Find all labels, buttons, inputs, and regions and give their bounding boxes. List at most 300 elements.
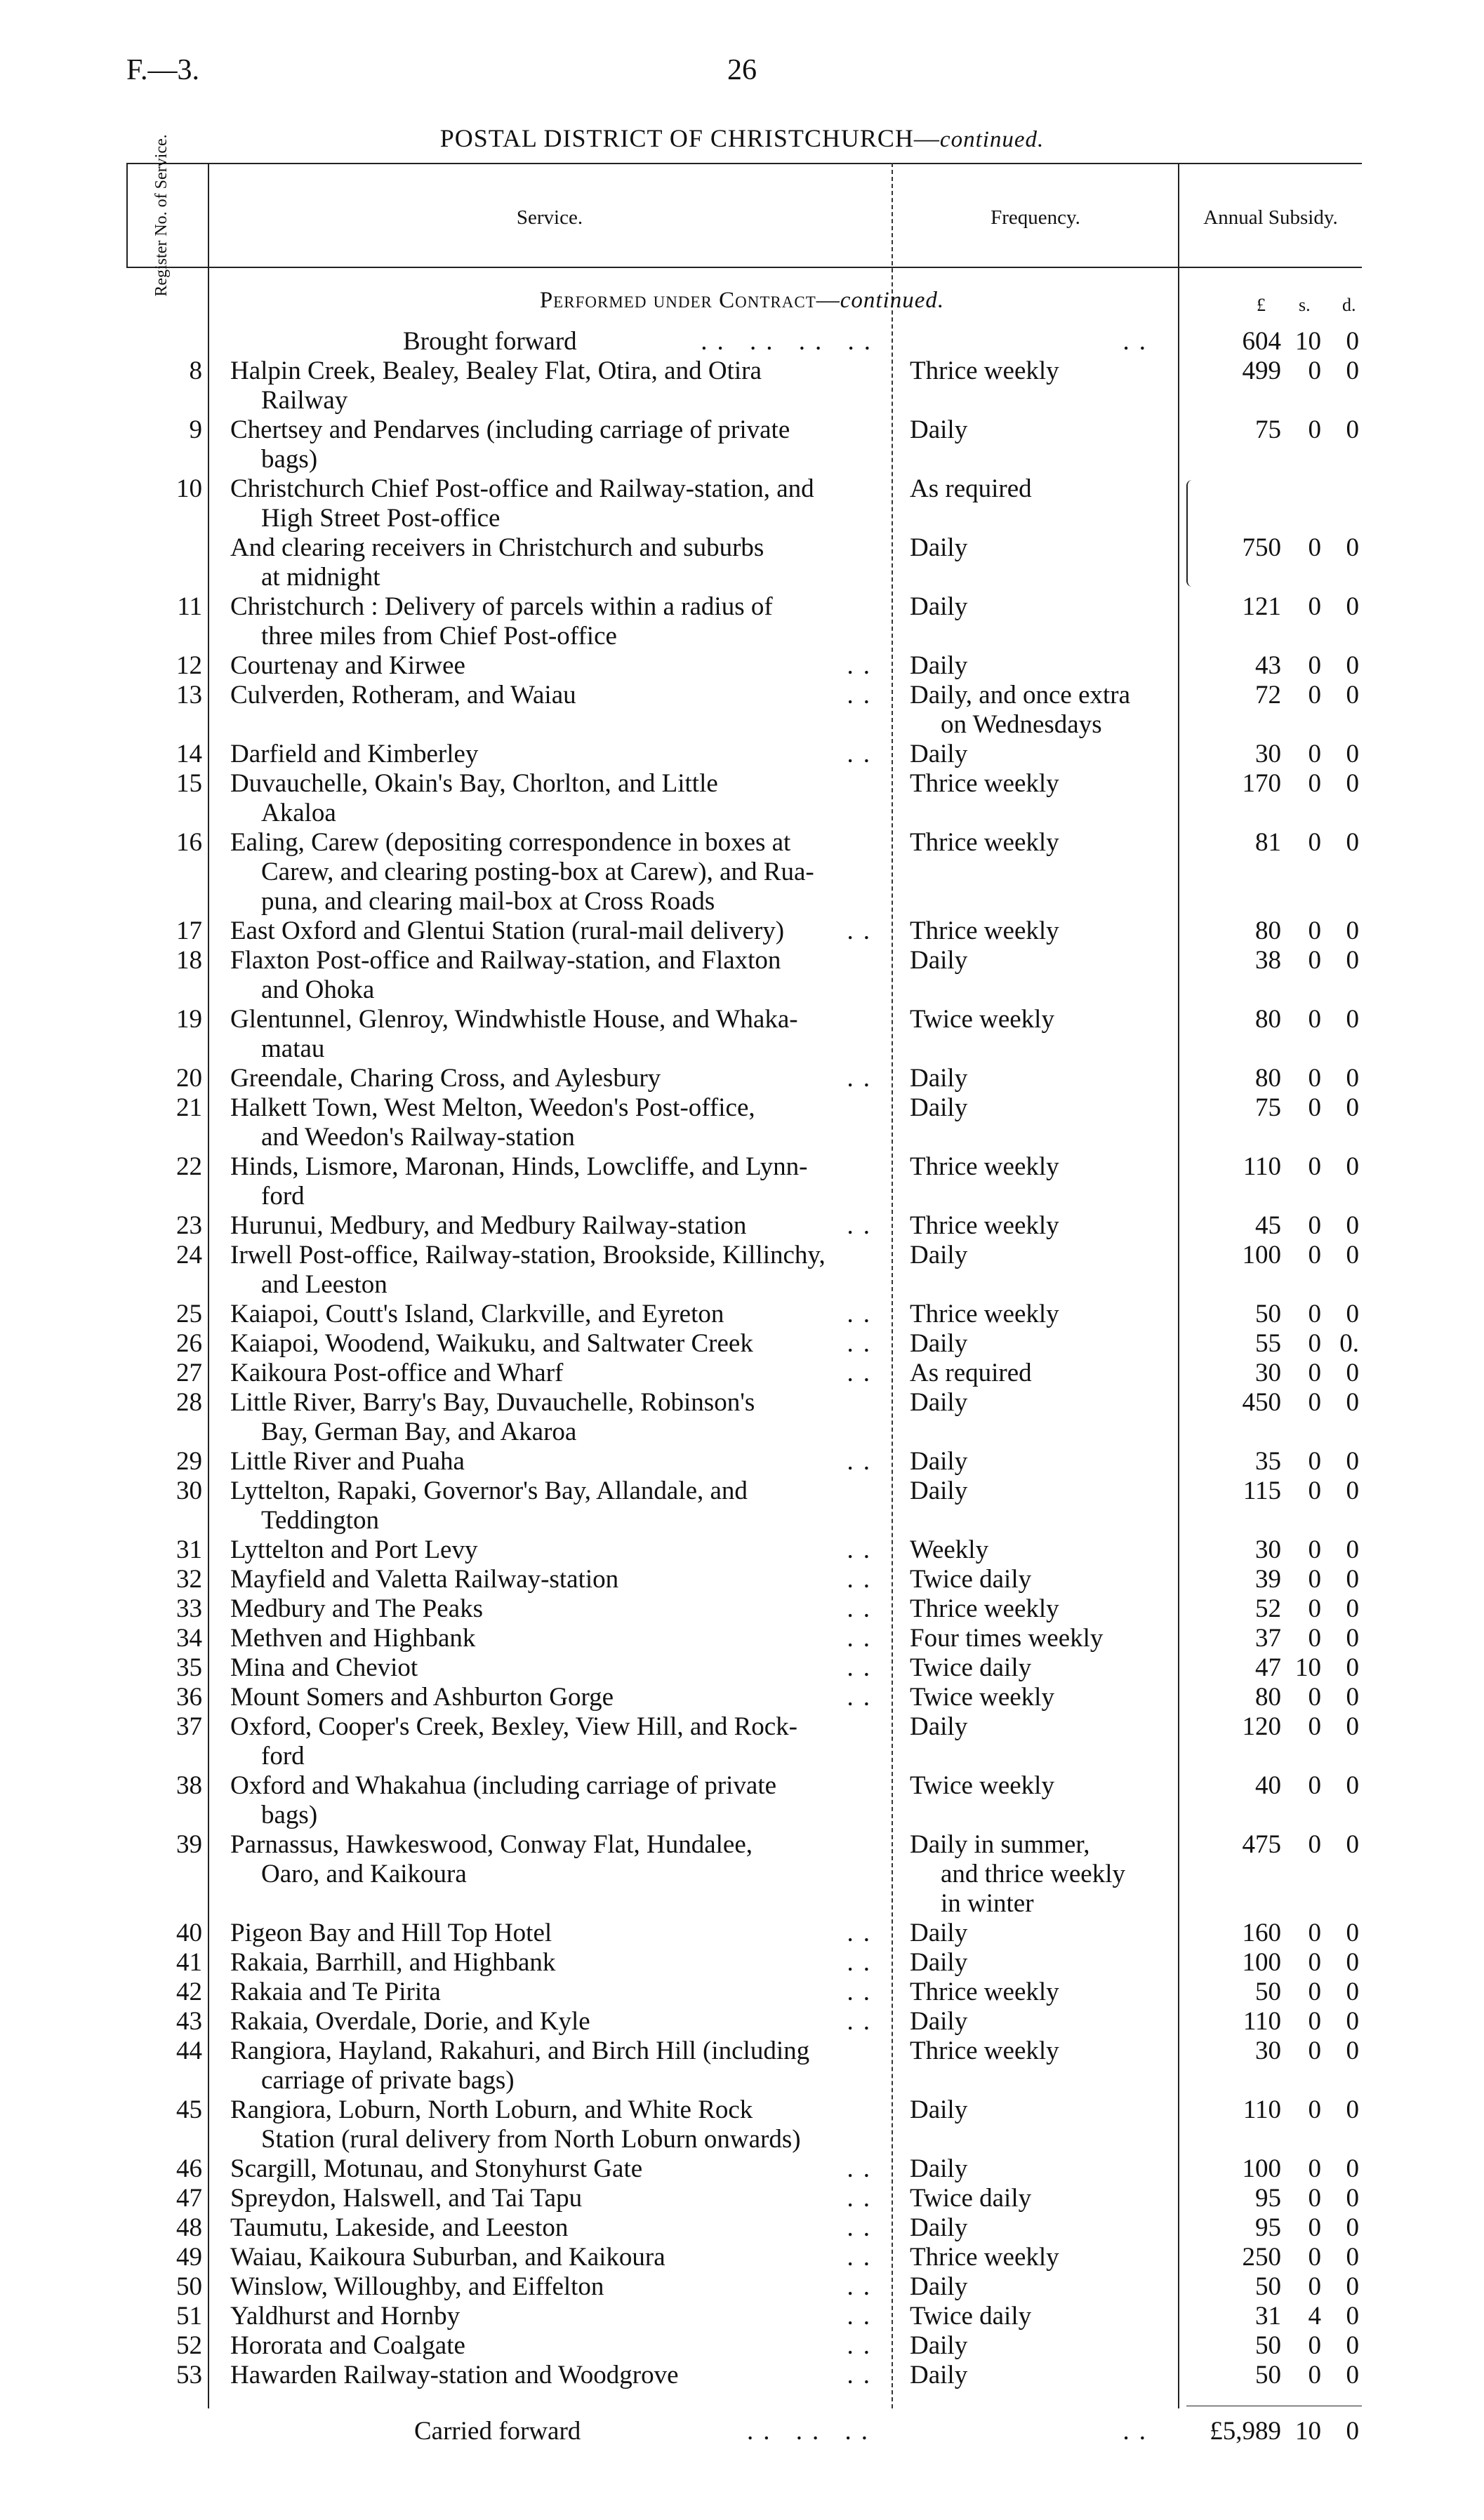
register-number: 48	[176, 2213, 202, 2242]
subsidy-shillings: 0	[1308, 2095, 1321, 2124]
subsidy-pounds: 50	[1255, 1978, 1281, 2006]
service-description-continued: bags)	[261, 1801, 318, 1829]
subsidy-shillings: 0	[1308, 2036, 1321, 2065]
table-row: 41 Rakaia, Barrhill, and Highbank .. Daily 100 0 0	[0, 1948, 1484, 1978]
service-description: Oxford, Cooper's Creek, Bexley, View Hill, and Rock-	[230, 1712, 798, 1741]
subsidy-pounds: 35	[1255, 1447, 1281, 1476]
table-header-rule	[126, 267, 1362, 268]
service-description: Oxford and Whakahua (including carriage of private	[230, 1771, 777, 1800]
register-number: 53	[176, 2361, 202, 2389]
register-number: 31	[176, 1535, 202, 1564]
subsidy-shillings: 0	[1308, 1919, 1321, 1947]
subsidy-pounds: 39	[1255, 1565, 1281, 1594]
subsidy-pence: 0	[1346, 1152, 1359, 1181]
frequency: Thrice weekly	[910, 1300, 1059, 1328]
subsidy-shillings: 0	[1308, 681, 1321, 709]
register-number: 52	[176, 2331, 202, 2360]
service-description: Kaiapoi, Woodend, Waikuku, and Saltwater Creek	[230, 1329, 753, 1358]
table-row: 47 Spreydon, Halswell, and Tai Tapu .. Twice daily 95 0 0	[0, 2184, 1484, 2213]
service-description: Rakaia and Te Pirita	[230, 1978, 441, 2006]
service-description-continued: Akaloa	[261, 799, 336, 827]
subsidy-pounds: 81	[1255, 828, 1281, 857]
table-row: 27 Kaikoura Post-office and Wharf .. As required 30 0 0	[0, 1359, 1484, 1388]
table-row: 32 Mayfield and Valetta Railway-station .. Twice daily 39 0 0	[0, 1565, 1484, 1594]
register-number: 13	[176, 681, 202, 709]
table-row	[0, 2095, 1484, 2154]
service-description: Culverden, Rotheram, and Waiau	[230, 681, 576, 709]
frequency: Daily	[910, 2272, 968, 2301]
register-number: 12	[176, 651, 202, 680]
table-row: 17 East Oxford and Glentui Station (rural-mail delivery) .. Thrice weekly 80 0 0	[0, 916, 1484, 946]
service-description: Mayfield and Valetta Railway-station	[230, 1565, 619, 1594]
service-description: Halpin Creek, Bealey, Bealey Flat, Otira, and Otira	[230, 356, 762, 385]
frequency: Thrice weekly	[910, 356, 1059, 385]
service-description: And clearing receivers in Christchurch and suburbs	[230, 533, 764, 562]
subsidy-shillings: 0	[1308, 2243, 1321, 2272]
carried-forward-pounds: £5,989	[1210, 2417, 1281, 2446]
table-row: 34 Methven and Highbank .. Four times weekly 37 0 0	[0, 1624, 1484, 1653]
service-description: Rangiora, Hayland, Rakahuri, and Birch Hill (including	[230, 2036, 810, 2065]
frequency: Twice daily	[910, 1653, 1032, 1682]
register-number: 15	[176, 769, 202, 798]
brought-forward-pence: 0	[1346, 327, 1359, 356]
subsidy-shillings: 0	[1308, 1830, 1321, 1859]
service-description-continued: Teddington	[261, 1506, 379, 1535]
table-row: 36 Mount Somers and Ashburton Gorge .. Twice weekly 80 0 0	[0, 1683, 1484, 1712]
subsidy-pounds: 40	[1255, 1771, 1281, 1800]
service-description: Ealing, Carew (depositing correspondence in boxes at	[230, 828, 791, 857]
subsidy-shillings: 0	[1308, 1978, 1321, 2006]
service-description-continued: at midnight	[261, 563, 380, 592]
subsidy-shillings: 0	[1308, 2007, 1321, 2036]
subsidy-pence: 0	[1346, 740, 1359, 768]
subsidy-pence: 0	[1346, 1948, 1359, 1977]
service-description: Halkett Town, West Melton, Weedon's Post-office,	[230, 1093, 755, 1122]
subsidy-pence: 0	[1346, 1359, 1359, 1387]
subsidy-pounds: 80	[1255, 1064, 1281, 1093]
table-row: 26 Kaiapoi, Woodend, Waikuku, and Saltwater Creek .. Daily 55 0 0.	[0, 1329, 1484, 1359]
table-row: 49 Waiau, Kaikoura Suburban, and Kaikoura .. Thrice weekly 250 0 0	[0, 2243, 1484, 2272]
frequency-continued: in winter	[941, 1889, 1034, 1918]
register-number: 46	[176, 2154, 202, 2183]
subsidy-pence: 0	[1346, 1211, 1359, 1240]
frequency: Thrice weekly	[910, 2243, 1059, 2272]
subsidy-pounds: 80	[1255, 1683, 1281, 1712]
subsidy-shillings: 0	[1308, 1329, 1321, 1358]
subsidy-shillings: 0	[1308, 592, 1321, 621]
subsidy-shillings: 0	[1308, 1712, 1321, 1741]
register-number: 49	[176, 2243, 202, 2272]
subsidy-pence: 0	[1346, 1653, 1359, 1682]
frequency-continued: on Wednesdays	[941, 710, 1102, 739]
subsidy-pounds: 160	[1242, 1919, 1281, 1947]
frequency: Thrice weekly	[910, 769, 1059, 798]
frequency: Twice weekly	[910, 1771, 1054, 1800]
table-row: 29 Little River and Puaha .. Daily 35 0 0	[0, 1447, 1484, 1476]
table-row: 51 Yaldhurst and Hornby .. Twice daily 31 4 0	[0, 2302, 1484, 2331]
frequency-column-header: Frequency.	[991, 206, 1080, 229]
subsidy-shillings: 0	[1308, 1447, 1321, 1476]
subsidy-shillings: 0	[1308, 1535, 1321, 1564]
register-number: 47	[176, 2184, 202, 2213]
register-number: 28	[176, 1388, 202, 1417]
page-title: POSTAL DISTRICT OF CHRISTCHURCH—continued.	[439, 124, 1045, 152]
frequency: Thrice weekly	[910, 2036, 1059, 2065]
subsidy-pounds: 475	[1242, 1830, 1281, 1859]
subsidy-pounds: 100	[1242, 2154, 1281, 2183]
subsidy-pence: 0	[1346, 828, 1359, 857]
table-row: 50 Winslow, Willoughby, and Eiffelton .. Daily 50 0 0	[0, 2272, 1484, 2302]
subsidy-shillings: 0	[1308, 1594, 1321, 1623]
frequency: Twice daily	[910, 2302, 1032, 2331]
service-description: Flaxton Post-office and Railway-station, and Flaxton	[230, 946, 781, 975]
subsidy-pence: 0	[1346, 1447, 1359, 1476]
subsidy-pence: 0	[1346, 1624, 1359, 1653]
subsidy-shillings: 10	[1295, 1653, 1321, 1682]
frequency: Daily	[910, 1919, 968, 1947]
subsidy-pounds: 75	[1255, 415, 1281, 444]
subsidy-pounds: 80	[1255, 1005, 1281, 1034]
service-description-continued: Station (rural delivery from North Loburn onwards)	[261, 2125, 801, 2154]
register-number: 50	[176, 2272, 202, 2301]
subsidy-pounds: 95	[1255, 2213, 1281, 2242]
carried-forward-shillings: 10	[1295, 2417, 1321, 2446]
service-description: Hinds, Lismore, Maronan, Hinds, Lowcliffe, and Lynn-	[230, 1152, 808, 1181]
subsidy-pounds: 31	[1255, 2302, 1281, 2331]
register-number: 20	[176, 1064, 202, 1093]
register-number: 33	[176, 1594, 202, 1623]
frequency: Daily	[910, 1476, 968, 1505]
subsidy-pounds: 450	[1242, 1388, 1281, 1417]
table-row	[0, 1093, 1484, 1152]
subsidy-shillings: 0	[1308, 1064, 1321, 1093]
service-description: Hawarden Railway-station and Woodgrove	[230, 2361, 679, 2389]
frequency: Daily	[910, 946, 968, 975]
subsidy-pounds: 499	[1242, 356, 1281, 385]
service-description-continued: Oaro, and Kaikoura	[261, 1860, 467, 1888]
subsidy-pence: 0	[1346, 2272, 1359, 2301]
service-description: Spreydon, Halswell, and Tai Tapu	[230, 2184, 583, 2213]
frequency: Daily	[910, 2007, 968, 2036]
subsidy-pounds: 38	[1255, 946, 1281, 975]
brought-forward-pounds: 604	[1242, 327, 1281, 356]
subsidy-pence: 0	[1346, 415, 1359, 444]
table-row: 31 Lyttelton and Port Levy .. Weekly 30 0 0	[0, 1535, 1484, 1565]
subsidy-pence: 0	[1346, 916, 1359, 945]
register-number: 41	[176, 1948, 202, 1977]
subsidy-pence: 0	[1346, 1978, 1359, 2006]
table-row: 13 Culverden, Rotheram, and Waiau .. Daily, and once extra on Wednesdays 72 0 0	[0, 681, 1484, 740]
service-description: Duvauchelle, Okain's Bay, Chorlton, and Little	[230, 769, 718, 798]
table-row: 52 Hororata and Coalgate .. Daily 50 0 0	[0, 2331, 1484, 2361]
register-number: 32	[176, 1565, 202, 1594]
frequency: Daily, and once extra	[910, 681, 1131, 709]
subsidy-shillings: 0	[1308, 1359, 1321, 1387]
page-number: 26	[727, 54, 757, 86]
subsidy-pounds: 80	[1255, 916, 1281, 945]
subsidy-pence: 0	[1346, 1388, 1359, 1417]
service-description: Christchurch Chief Post-office and Railway-station, and	[230, 474, 814, 503]
service-description: Little River and Puaha	[230, 1447, 465, 1476]
subsidy-shillings: 0	[1308, 1624, 1321, 1653]
frequency: As required	[910, 474, 1032, 503]
subsidy-pounds: 110	[1243, 2095, 1281, 2124]
subsidy-pounds: 45	[1255, 1211, 1281, 1240]
subsidy-pounds: 50	[1255, 2361, 1281, 2389]
frequency: As required	[910, 1359, 1032, 1387]
subsidy-pence: 0	[1346, 1830, 1359, 1859]
subsidy-shillings: 0	[1308, 1771, 1321, 1800]
subsidy-pence: 0	[1346, 1565, 1359, 1594]
register-column-header: Register No. of Service.	[152, 134, 171, 297]
subsidy-pence: 0	[1346, 1005, 1359, 1034]
subsidy-pence: 0	[1346, 2007, 1359, 2036]
service-description: Kaikoura Post-office and Wharf	[230, 1359, 564, 1387]
subsidy-shillings: 0	[1308, 2331, 1321, 2360]
table-row: 23 Hurunui, Medbury, and Medbury Railway-station .. Thrice weekly 45 0 0	[0, 1211, 1484, 1241]
service-description-continued: three miles from Chief Post-office	[261, 622, 617, 651]
subsidy-pence: 0	[1346, 533, 1359, 562]
service-description: Rangiora, Loburn, North Loburn, and White Rock	[230, 2095, 753, 2124]
frequency: Thrice weekly	[910, 828, 1059, 857]
frequency: Daily	[910, 2154, 968, 2183]
table-row: 12 Courtenay and Kirwee .. Daily 43 0 0	[0, 651, 1484, 681]
register-number: 51	[176, 2302, 202, 2331]
table-row: 40 Pigeon Bay and Hill Top Hotel .. Daily 160 0 0	[0, 1919, 1484, 1948]
subsidy-pence: 0	[1346, 2243, 1359, 2272]
subsidy-pounds: 120	[1242, 1712, 1281, 1741]
register-number: 37	[176, 1712, 202, 1741]
table-row	[0, 1476, 1484, 1535]
pounds-heading: £	[1257, 295, 1266, 315]
frequency: Daily	[910, 1447, 968, 1476]
subsidy-pounds: 43	[1255, 651, 1281, 680]
frequency: Daily	[910, 1093, 968, 1122]
subsidy-pence: 0	[1346, 356, 1359, 385]
subsidy-pence: 0	[1346, 2331, 1359, 2360]
table-row	[0, 1241, 1484, 1300]
register-number: 9	[189, 415, 202, 444]
service-description: Parnassus, Hawkeswood, Conway Flat, Hundalee,	[230, 1830, 753, 1859]
register-number: 29	[176, 1447, 202, 1476]
subsidy-shillings: 0	[1308, 2184, 1321, 2213]
frequency: Daily	[910, 533, 968, 562]
frequency: Twice weekly	[910, 1683, 1054, 1712]
section-heading: Performed under Contract—continued.	[539, 288, 945, 313]
subsidy-shillings: 0	[1308, 740, 1321, 768]
service-description: Chertsey and Pendarves (including carriage of private	[230, 415, 790, 444]
pence-heading: d.	[1342, 295, 1356, 315]
register-number: 36	[176, 1683, 202, 1712]
subsidy-shillings: 0	[1308, 1476, 1321, 1505]
register-number: 35	[176, 1653, 202, 1682]
service-description: Rakaia, Overdale, Dorie, and Kyle	[230, 2007, 590, 2036]
register-number: 40	[176, 1919, 202, 1947]
frequency: Thrice weekly	[910, 1152, 1059, 1181]
service-description-continued: ford	[261, 1742, 305, 1771]
table-row	[0, 1152, 1484, 1211]
table-row: 35 Mina and Cheviot .. Twice daily 47 10 0	[0, 1653, 1484, 1683]
subsidy-shillings: 0	[1308, 1948, 1321, 1977]
frequency: Four times weekly	[910, 1624, 1104, 1653]
register-number: 43	[176, 2007, 202, 2036]
frequency: Twice daily	[910, 2184, 1032, 2213]
service-description-continued: matau	[261, 1034, 325, 1063]
frequency: Thrice weekly	[910, 1211, 1059, 1240]
service-description: Glentunnel, Glenroy, Windwhistle House, and Whaka-	[230, 1005, 798, 1034]
register-number: 19	[176, 1005, 202, 1034]
subsidy-shillings: 0	[1308, 356, 1321, 385]
service-description: Lyttelton and Port Levy	[230, 1535, 478, 1564]
service-description: Methven and Highbank	[230, 1624, 476, 1653]
subsidy-pence: 0	[1346, 651, 1359, 680]
table-row: 42 Rakaia and Te Pirita .. Thrice weekly 50 0 0	[0, 1978, 1484, 2007]
subsidy-shillings: 0	[1308, 1388, 1321, 1417]
frequency: Twice daily	[910, 1565, 1032, 1594]
subsidy-pounds: 50	[1255, 2272, 1281, 2301]
frequency: Daily	[910, 1241, 968, 1269]
service-description: Lyttelton, Rapaki, Governor's Bay, Allandale, and	[230, 1476, 748, 1505]
subsidy-shillings: 0	[1308, 2154, 1321, 2183]
subsidy-pounds: 110	[1243, 1152, 1281, 1181]
subsidy-pence: 0	[1346, 1771, 1359, 1800]
subsidy-shillings: 0	[1308, 533, 1321, 562]
subsidy-pence: 0	[1346, 2184, 1359, 2213]
frequency: Daily	[910, 1948, 968, 1977]
subsidy-shillings: 0	[1308, 769, 1321, 798]
service-description-continued: and Weedon's Railway-station	[261, 1123, 575, 1152]
subsidy-pence: 0	[1346, 2154, 1359, 2183]
brought-forward-row: Brought forward .. .. .. .. .. 604 10 0	[403, 327, 1359, 356]
subsidy-pounds: 95	[1255, 2184, 1281, 2213]
register-number: 24	[176, 1241, 202, 1269]
subsidy-pence: 0	[1346, 1064, 1359, 1093]
register-number: 39	[176, 1830, 202, 1859]
subsidy-shillings: 0	[1308, 1683, 1321, 1712]
service-description: Taumutu, Lakeside, and Leeston	[230, 2213, 569, 2242]
service-column-header: Service.	[516, 206, 583, 229]
frequency: Weekly	[910, 1535, 989, 1564]
subsidy-pence: 0	[1346, 2213, 1359, 2242]
service-description: Hororata and Coalgate	[230, 2331, 465, 2360]
register-number: 22	[176, 1152, 202, 1181]
service-description: Courtenay and Kirwee	[230, 651, 465, 680]
service-description: Winslow, Willoughby, and Eiffelton	[230, 2272, 604, 2301]
frequency: Daily	[910, 1388, 968, 1417]
register-number: 44	[176, 2036, 202, 2065]
frequency: Daily in summer,	[910, 1830, 1090, 1859]
subsidy-shillings: 0	[1308, 916, 1321, 945]
service-description-continued: puna, and clearing mail-box at Cross Roads	[261, 887, 715, 916]
subsidy-shillings: 4	[1308, 2302, 1321, 2331]
service-description: East Oxford and Glentui Station (rural-mail delivery)	[230, 916, 785, 945]
table-row: 48 Taumutu, Lakeside, and Leeston .. Daily 95 0 0	[0, 2213, 1484, 2243]
subsidy-pounds: 55	[1255, 1329, 1281, 1358]
subsidy-pounds: 37	[1255, 1624, 1281, 1653]
subsidy-shillings: 0	[1308, 1093, 1321, 1122]
table-row: 14 Darfield and Kimberley .. Daily 30 0 0	[0, 740, 1484, 769]
table-row	[0, 1830, 1484, 1919]
service-description-continued: and Ohoka	[261, 975, 375, 1004]
subsidy-pounds: 30	[1255, 740, 1281, 768]
register-number: 10	[176, 474, 202, 503]
subsidy-pence: 0	[1346, 681, 1359, 709]
service-description-continued: and Leeston	[261, 1270, 387, 1299]
subsidy-shillings: 0	[1308, 1565, 1321, 1594]
service-description-continued: ford	[261, 1182, 305, 1211]
subsidy-pence: 0	[1346, 1300, 1359, 1328]
frequency: Daily	[910, 2361, 968, 2389]
subsidy-pounds: 52	[1255, 1594, 1281, 1623]
shillings-heading: s.	[1299, 295, 1311, 315]
service-description: Hurunui, Medbury, and Medbury Railway-station	[230, 1211, 747, 1240]
table-row	[0, 533, 1484, 592]
carried-forward-pence: 0	[1346, 2417, 1359, 2446]
table-row	[0, 592, 1484, 651]
subsidy-pounds: 121	[1242, 592, 1281, 621]
brought-forward-shillings: 10	[1295, 327, 1321, 356]
table-row	[0, 474, 1484, 533]
table-row	[0, 828, 1484, 916]
frequency: Thrice weekly	[910, 916, 1059, 945]
service-description-continued: Bay, German Bay, and Akaroa	[261, 1418, 577, 1446]
register-number: 34	[176, 1624, 202, 1653]
subsidy-pounds: 100	[1242, 1241, 1281, 1269]
subsidy-pence: 0	[1346, 592, 1359, 621]
register-number: 30	[176, 1476, 202, 1505]
subsidy-shillings: 0	[1308, 1005, 1321, 1034]
service-description: Yaldhurst and Hornby	[230, 2302, 461, 2331]
register-number: 8	[189, 356, 202, 385]
subsidy-pence: 0	[1346, 2036, 1359, 2065]
subsidy-pounds: 110	[1243, 2007, 1281, 2036]
subsidy-pounds: 30	[1255, 1359, 1281, 1387]
register-number: 17	[176, 916, 202, 945]
service-description: Darfield and Kimberley	[230, 740, 479, 768]
service-description: Little River, Barry's Bay, Duvauchelle, Robinson's	[230, 1388, 755, 1417]
subsidy-pence: 0	[1346, 2361, 1359, 2389]
service-description-continued: High Street Post-office	[261, 504, 501, 533]
subsidy-pence: 0	[1346, 1594, 1359, 1623]
service-description: Irwell Post-office, Railway-station, Brookside, Killinchy,	[230, 1241, 826, 1269]
subsidy-pence: 0	[1346, 769, 1359, 798]
table-row	[0, 415, 1484, 474]
subsidy-shillings: 0	[1308, 2272, 1321, 2301]
frequency: Daily	[910, 415, 968, 444]
register-number: 16	[176, 828, 202, 857]
subsidy-shillings: 0	[1308, 2213, 1321, 2242]
service-description: Scargill, Motunau, and Stonyhurst Gate	[230, 2154, 643, 2183]
frequency: Daily	[910, 2331, 968, 2360]
service-description-continued: bags)	[261, 445, 318, 474]
subsidy-pounds: 75	[1255, 1093, 1281, 1122]
register-number: 42	[176, 1978, 202, 2006]
table-row: 43 Rakaia, Overdale, Dorie, and Kyle .. Daily 110 0 0	[0, 2007, 1484, 2036]
subsidy-pounds: 30	[1255, 1535, 1281, 1564]
table-row	[0, 1771, 1484, 1830]
table-row: 20 Greendale, Charing Cross, and Aylesbury .. Daily 80 0 0	[0, 1064, 1484, 1093]
subsidy-shillings: 0	[1308, 1152, 1321, 1181]
frequency: Thrice weekly	[910, 1594, 1059, 1623]
service-description-continued: Railway	[261, 386, 348, 415]
register-number: 14	[176, 740, 202, 768]
frequency: Daily	[910, 1329, 968, 1358]
register-number: 11	[177, 592, 202, 621]
subsidy-shillings: 0	[1308, 2361, 1321, 2389]
table-row	[0, 2036, 1484, 2095]
register-number: 25	[176, 1300, 202, 1328]
subsidy-pounds: 115	[1243, 1476, 1281, 1505]
